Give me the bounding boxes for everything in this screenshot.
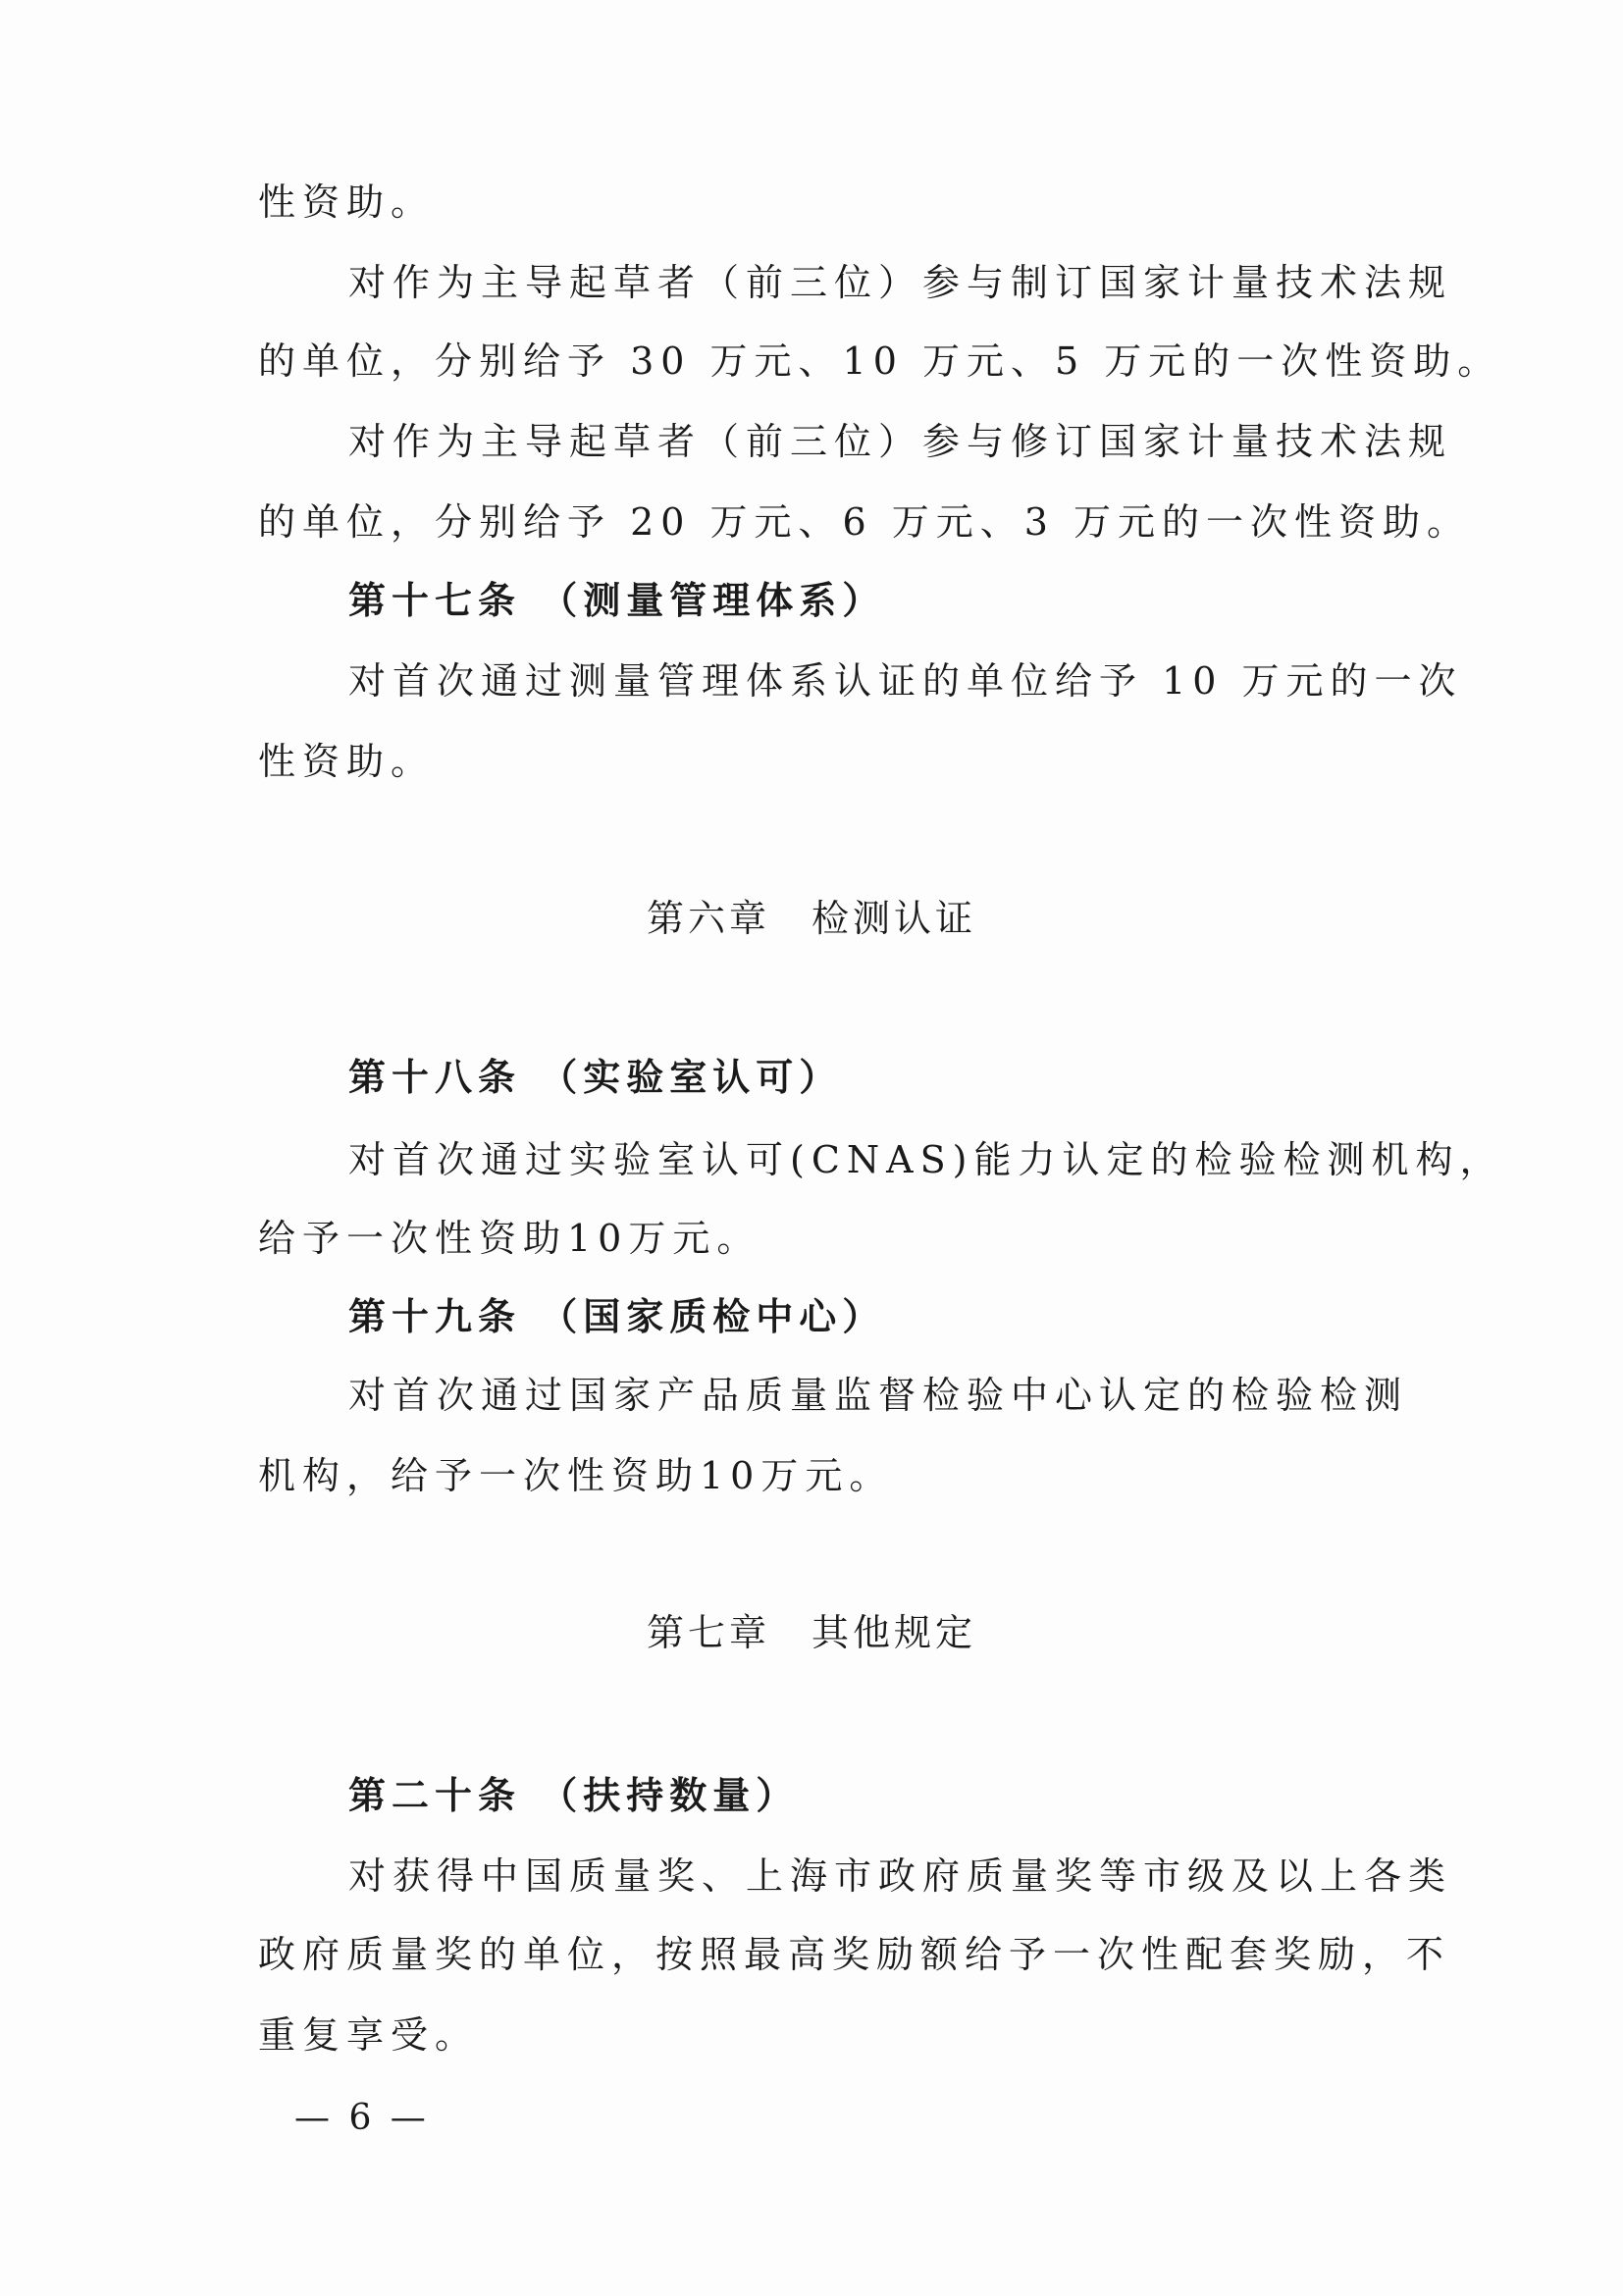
- paragraph-line: 的单位，分别给予 20 万元、6 万元、3 万元的一次性资助。: [258, 500, 1472, 544]
- paragraph-line: 对首次通过国家产品质量监督检验中心认定的检验检测: [348, 1374, 1409, 1417]
- paragraph-line: 对作为主导起草者（前三位）参与修订国家计量技术法规: [348, 420, 1453, 463]
- paragraph-line: 对首次通过实验室认可(CNAS)能力认定的检验检测机构，: [348, 1138, 1504, 1181]
- article-heading: 第十七条 （测量管理体系）: [348, 579, 886, 622]
- article-heading: 第十八条 （实验室认可）: [348, 1056, 843, 1099]
- paragraph-line: 政府质量奖的单位，按照最高奖励额给予一次性配套奖励，不: [258, 1933, 1451, 1976]
- paragraph-line: 对首次通过测量管理体系认证的单位给予 10 万元的一次: [348, 659, 1463, 703]
- paragraph-line: 对作为主导起草者（前三位）参与制订国家计量技术法规: [348, 261, 1453, 304]
- paragraph-line: 对获得中国质量奖、上海市政府质量奖等市级及以上各类: [348, 1854, 1453, 1898]
- article-heading: 第十九条 （国家质检中心）: [348, 1295, 886, 1338]
- paragraph-line: 的单位，分别给予 30 万元、10 万元、5 万元的一次性资助。: [258, 339, 1502, 383]
- paragraph-line: 性资助。: [258, 740, 436, 783]
- article-heading: 第二十条 （扶持数量）: [348, 1774, 800, 1817]
- paragraph-line: 重复享受。: [258, 2013, 480, 2057]
- paragraph-line: 给予一次性资助10万元。: [258, 1217, 761, 1260]
- chapter-heading: 第七章 其他规定: [646, 1611, 976, 1654]
- chapter-heading: 第六章 检测认证: [646, 897, 976, 940]
- paragraph-line: 性资助。: [258, 181, 436, 224]
- page-number: — 6 —: [294, 2098, 430, 2138]
- paragraph-line: 机构，给予一次性资助10万元。: [258, 1454, 894, 1497]
